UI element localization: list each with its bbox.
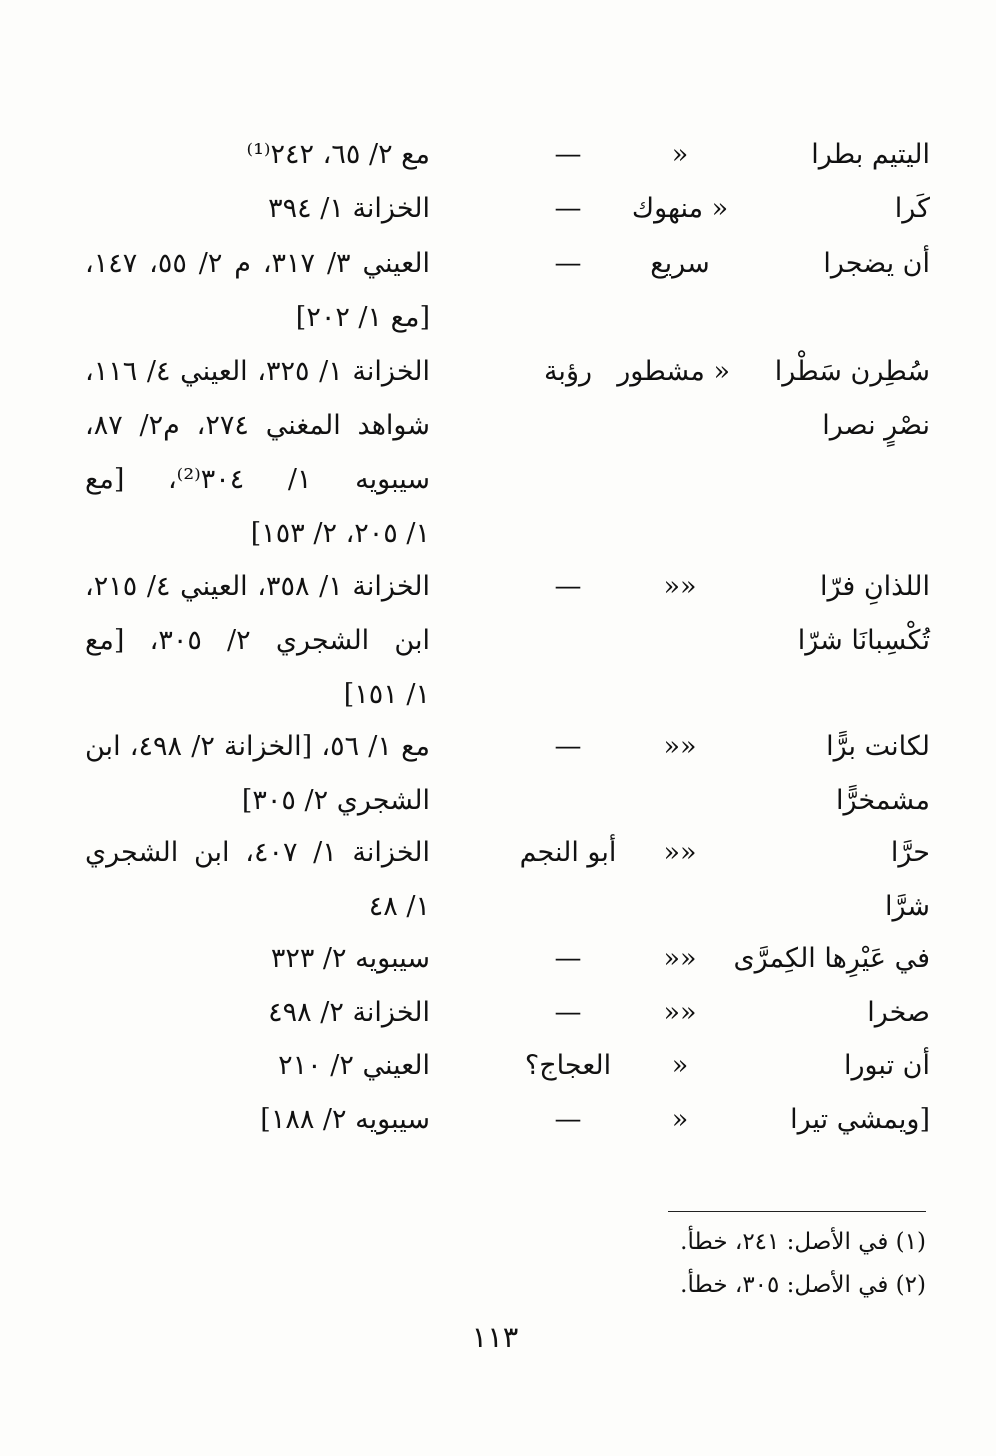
verse-text: اللذانِ فرّا [819,571,930,602]
meter-text: « مشطور [617,356,730,387]
verse-text: حرَّا [890,837,930,868]
table-row [80,560,930,722]
meter-text: « [671,1104,689,1135]
meter-text: «« [663,837,697,868]
table-row [80,182,930,236]
poet-text: — [554,1104,582,1135]
verse-text: مشمخرًّا [836,785,930,816]
verse-text: شرَّا [884,891,930,922]
footnote: (١) في الأصل: ٢٤١، خطأ. [680,1229,926,1255]
table-row [80,128,930,182]
footnote: (٢) في الأصل: ٣٠٥، خطأ. [680,1272,926,1298]
source-text: [مع ١/ ٢٠٢] [295,302,430,333]
table-row [80,1093,930,1147]
source-text: مع ١/ ٥٦، [الخزانة ٢/ ٤٩٨، ابن [85,731,430,762]
footnote-divider [668,1211,926,1212]
source-text: الشجري ٢/ ٣٠٥] [241,785,430,816]
meter-text: « [671,139,689,170]
page-number: ١١٣ [471,1320,519,1354]
table-row [80,1039,930,1093]
source-text: ١/ ٤٨ [368,891,430,922]
poet-text: — [554,571,582,602]
poet-text: — [554,248,582,279]
verse-text: أن يضجرا [823,248,930,279]
verse-text: اليتيم بطرا [811,139,930,170]
verse-text: لكانت برًّا [826,731,930,762]
meter-text: «« [663,571,697,602]
meter-text: « منهوك [631,193,729,224]
source-text: ١/ ١٥١] [343,679,430,710]
verse-text: نصْرٍ نصرا [822,410,930,441]
poet-text: — [554,997,582,1028]
source-text: الخزانة ٢/ ٤٩٨ [268,997,430,1028]
meter-text: «« [663,997,697,1028]
table-row [80,826,930,934]
source-text: الخزانة ١/ ٣٩٤ [268,193,430,224]
table-row [80,986,930,1040]
source-text: ١/ ٢٠٥، ٢/ ١٥٣] [250,518,430,549]
meter-text: «« [663,731,697,762]
source-text: الخزانة ١/ ٤٠٧، ابن الشجري [85,837,430,868]
verse-text: صخرا [867,997,930,1028]
verse-text: كَرا [894,193,930,224]
table-row [80,932,930,986]
poet-text: — [554,193,582,224]
source-text: شواهد المغني ٢٧٤، م٢/ ٨٧، [85,410,430,441]
meter-text: سريع [650,248,710,279]
table-row [80,720,930,828]
poet-text: — [554,139,582,170]
source-text: العيني ٣/ ٣١٧، م ٢/ ٥٥، ١٤٧، [85,248,430,279]
poet-text: أبو النجم [519,837,617,868]
verse-text: [ويمشي تيرا [790,1104,930,1135]
table-row [80,237,930,345]
poet-text: — [554,731,582,762]
poet-text: رؤبة [543,356,593,387]
verse-text: أن تبورا [843,1050,930,1081]
source-text: سيبويه ١/ ٣٠٤⁽²⁾، [مع [85,464,430,495]
source-text: ابن الشجري ٢/ ٣٠٥، [مع [85,625,430,656]
source-text: العيني ٢/ ٢١٠ [278,1050,430,1081]
source-text: سيبويه ٢/ ٣٢٣ [270,943,430,974]
poet-text: العجاج؟ [524,1050,612,1081]
meter-text: « [671,1050,689,1081]
source-text: مع ٢/ ٦٥، ٢٤٢⁽¹⁾ [246,139,430,170]
table-row [80,345,930,561]
verse-text: سُطِرن سَطْرا [774,356,930,387]
source-text: الخزانة ١/ ٣٢٥، العيني ٤/ ١١٦، [85,356,430,387]
source-text: الخزانة ١/ ٣٥٨، العيني ٤/ ٢١٥، [85,571,430,602]
poet-text: — [554,943,582,974]
verse-text: تُكْسِبانَا شرّا [797,625,930,656]
source-text: سيبويه ٢/ ١٨٨] [260,1104,430,1135]
meter-text: «« [663,943,697,974]
verse-text: في عَيْرِها الكِمرَّى [733,943,930,974]
